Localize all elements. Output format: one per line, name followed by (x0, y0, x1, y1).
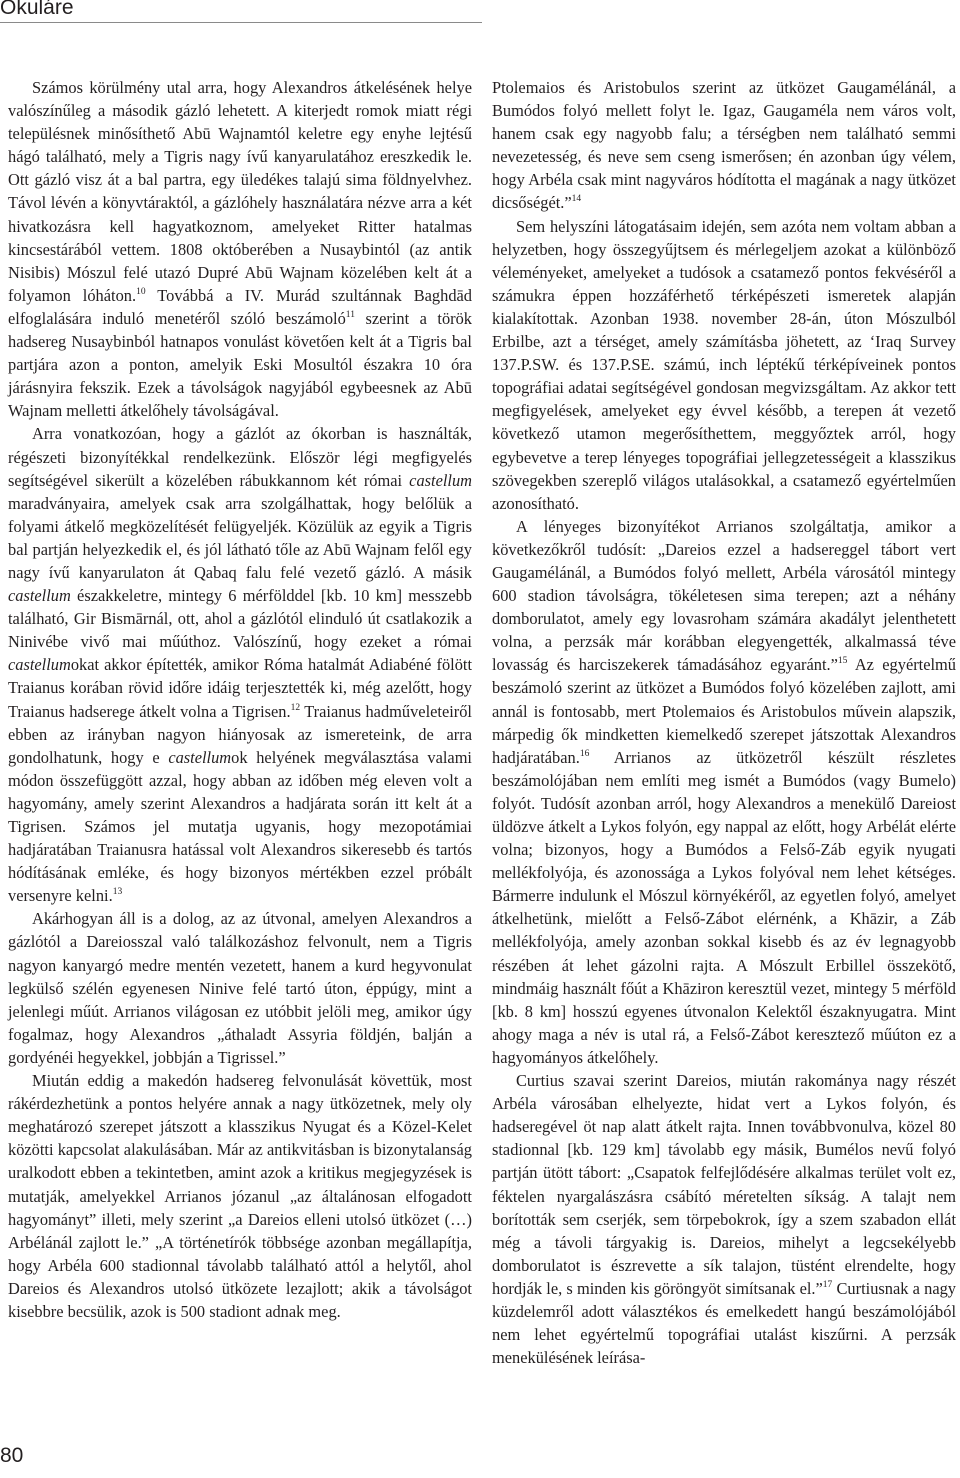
running-header (0, 0, 482, 23)
left-paragraph-4: Miután eddig a makedón hadsereg felvonulását követtük, most rákérdezhetünk a pontos helyére annak a nagy ütközetnek, mely oly meghatározó szerepet játszott a klasszikus Nyugat és a Közel-Kelet közötti kapcsolat alakulásában. Már az antikvitásban is bizonytalanság uralkodott ebben a tekintetben, amint azok a kritikus megjegyzések is mutatják, amelyekkel Arrianos józanul „az általánosan elfogadott hagyományt” illeti, mely szerint „a Dareios elleni utolsó ütközet (…) Arbélánál zajlott le.” „A történetírók többsége azonban megállapítja, hogy Arbéla 600 stadionnal távolabb található attól a helytől, ahol Dareios és Alexandros utolsó ütközete lezajlott; akik a távolságot kisebbre becsülik, azok is 500 stadiont adnak meg. (8, 1071, 472, 1321)
text-run: Arra vonatkozóan, hogy a gázlót az ókorban is használták, régészeti bizonyítékkal rendelkezünk. Először légi megfigyelés segítségével sikerült a közelében rábukkannom két római (8, 424, 472, 490)
text-run: ok helyének megválasztása valami módon összefüggött azzal, hogy abban az időben még eleven volt a hagyomány, amely szerint Alexandros a hadjárata során itt kelt át a Tigrisen. Számos jel mutatja ugyanis, hogy mezopotámiai hadjáratában Traianusra hatással volt Alexandros sikeresebb és tartós hódításának emléke, és hogy bizonyos mértékben ezzel próbált versenyre kelni. (8, 747, 472, 906)
text-run: északkeletre, mintegy 6 mérfölddel [kb. 10 km] messzebb található, Gir Bismārnál, ott, ahol a gázlótól elinduló út csatlakozik a Ninivébe vivő mai műúthoz. Valószínű, hogy ezeket a római (8, 586, 472, 652)
text-run: Curtius szavai szerint Dareios, miután rakománya nagy részét Arbéla városában elhelyezte, hidat vert a Lykos folyón, és hadseregével öt nap alatt átkelt rajta. Innen továbbvonulva, közel 80 stadionnal [kb. 129 km] távolabb egy másik, Bumélos nevű folyó partján ütött tábort: „Csapatok felfejlődésére alkalmas terület volt ez, féktelen nyargalászásra csábító méretelten síkság. A talajt nem borították sem cserjék, sem törpebokrok, így a szem szabadon ellát még a távoli tárgyakig is. Dareios, mihelyt a legcsekélyebb domborulatot is észrevette a sík talajon, tüstént elrendelte, hogy hordják le, s minden kis göröngyöt simítsanak el.” (492, 1071, 956, 1298)
left-paragraph-1 (8, 76, 472, 422)
footnote-ref[interactable]: 17 (822, 1279, 833, 1290)
page-number: 80 (0, 1444, 24, 1467)
text-run: Ptolemaios és Aristobulos szerint az ütközet Gaugamélánál, a Bumódos folyó mellett folyt le. Igaz, Gaugaméla nem város volt, hanem csak egy nagyobb falu; a térségben nem található semmi nevezetesség, és neve sem cseng ismerősen; én azonban úgy vélem, hogy Arbéla csak mint nagyváros hódította el magának a nagy ütközet dicsőségét.” (492, 78, 956, 213)
text-run: szerint a török hadsereg Nusaybinból hatnapos vonulást követően kelt át a Tigris bal partjára azon a ponton, amelyik Eski Mosultól északra 10 óra járásnyira fekszik. Ezek a távolságok nagyjából egybeesnek az Abū Wajnam melletti átkelőhely távolságával. (8, 308, 472, 421)
text-run: okat akkor építették, amikor Róma hatalmát Adiabéné fölött Traianus korában rövid időre idáig terjesztették ki, még azelőtt, hogy Traianus hadserege átkelt volna a Tigrisen. (8, 655, 472, 721)
footnote-ref[interactable]: 11 (345, 309, 355, 320)
footnote-ref[interactable]: 16 (579, 748, 590, 759)
text-run: A lényeges bizonyítékot Arrianos szolgáltatja, amikor a következőkről tudósít: „Dareios ezzel a hadsereggel tábort vert Gaugamélánál, a Bumódos folyó mellett, Arbéla városától mintegy 600 stadion távolságra, tökéletesen sima terepen; azt a néhány domborulatot, amely egy lovasroham számára akadályt jelenthetett volna, a perzsák már korábban elegyengették, alkalmassá téve lovasság és harciszekerek támadásához egyaránt.” (492, 516, 956, 675)
right-paragraph-3 (492, 515, 956, 1069)
italic-term: castellum (168, 747, 232, 767)
left-text-column (8, 76, 472, 1323)
running-header-title: Okuláre (0, 0, 74, 19)
text-run: Számos körülmény utal arra, hogy Alexandros átkelésének helye valószínűleg a második gázló lehetett. A kiterjedt romok miatt régi településnek minősíthető Abū Wajnamtól keletre egy enyhe lejtésű hágó található, mely a Tigris nagy ívű kanyarulatához ereszkedik le. Ott gázló visz át a bal partra, egy üledékes talajú sima földnyelvhez. Távol lévén a könyvtáraktól, a gázlóhely használatára nézve arra a két hivatkozásra kell hagyatkoznom, amelyeket Ritter hatalmas kincsestárából vettem. 1808 októberében a Nusaybintól (az antik Nisibis) Mószul felé utazó Dupré Abū Wajnam közelében kelt át a folyamon lóháton. (8, 78, 472, 305)
text-run: Továbbá a IV. Murád szultánnak Baghdād elfoglalására induló menetéről szóló beszámoló (8, 285, 472, 328)
right-paragraph-4 (492, 1069, 956, 1369)
right-text-column (492, 76, 956, 1369)
text-run: Curtiusnak a nagy küzdelemről adott választékos és emelkedett hangú beszámolójából nem lehet egyértelmű topográfiai utalást kiszűrni. A perzsák menekülésének leírása- (492, 1278, 956, 1368)
footnote-ref[interactable]: 10 (136, 286, 146, 297)
italic-term: castellum (8, 655, 71, 675)
italic-term: castellum (8, 586, 71, 606)
footnote-ref[interactable]: 14 (571, 194, 582, 205)
left-paragraph-3: Akárhogyan áll is a dolog, az az útvonal, amelyen Alexandros a gázlótól a Dareiosszal való találkozáshoz felvonult, nem a Tigris nagyon kanyargó medre mentén vezetett, hanem a kurd hegyvonulat legkülső szélén egyenesen Ninive felé tartó úton, éppúgy, mint a jelenlegi műút. Arrianos világosan ez utóbbit jelöli meg, amikor úgy fogalmaz, hogy Alexandros „áthaladt Assyria földjén, balján a gordyénéi hegyekkel, jobbján a Tigrissel.” (8, 909, 472, 1067)
right-paragraph-2: Sem helyszíni látogatásaim idején, sem azóta nem voltam abban a helyzetben, hogy összegyűjtsem és mérlegeljem azokat a különböző véleményeket, amelyeket a tudósok a csatamező pontos fekvéséről a számukra éppen hozzáférhető térképészeti ismeretek alapján kialakítottak. Azonban 1938. november 28-án, úton Mószulból Erbilbe, azt a térséget, amely számításba jöhetett, az ‘Iraq Survey 137.P.SW. és 137.P.SE. számú, inch léptékű térképíveinek pontos topográfiai adatai segítségével gondosan megvizsgáltam. Az akkor tett megfigyelések, amelyeket egy évvel később, a terepen át vezető következő utamon megerősíthettem, meggyőztek arról, hogy egybevetve a terep lényeges topográfiai jellegzetességeit a klasszikus szövegekben szereplő világos utalásokkal, a csatamező egyértelműen azonosítható. (492, 216, 956, 513)
footnote-ref[interactable]: 15 (837, 656, 848, 667)
right-paragraph-1 (492, 76, 956, 215)
text-run: Traianus hadműveleteiről ebben az irányban nagyon hiányosak az ismereteink, de arra gondolhatunk, hogy e (8, 701, 472, 767)
left-paragraph-2 (8, 422, 472, 907)
footnote-ref[interactable]: 12 (290, 702, 301, 713)
italic-term: castellum (409, 470, 472, 490)
footnote-ref[interactable]: 13 (112, 887, 123, 898)
text-run: Az egyértelmű beszámoló szerint az ütközet a Bumódos folyó közelében zajlott, ami annál is fontosabb, mert Ptolemaios és Aristobulos művein alapszik, márpedig ők mindketten kiemelkedő szerepet játszottak Alexandros hadjáratában. (492, 655, 956, 767)
text-run: maradványaira, amelyek csak arra szolgálhattak, hogy belőlük a folyami átkelő megközelítését felügyeljék. Közülük az egyik a Tigris bal partján helyezkedik el, és jól látható tőle az Abū Wajnam felől egy nagy ívű kanyarulaton át Qabaq falu felé vezető gázló. A másik (8, 493, 472, 582)
text-run: Arrianos az ütközetről készült részletes beszámolójában nem említi meg ismét a Bumódos (vagy Bumelo) folyót. Tudósít azonban arról, hogy Alexandros a menekülő Dareiost üldözve átkelt a Lykos folyón, egy nappal az előtt, hogy Arbélát elérte volna; bizonyos, hogy a Bumódos a Felső-Záb egyik nyugati mellékfolyója, és azonossága a Lykos folyóval nem lehet kétséges. Bármerre indulunk el Mószul környékéről, az egyetlen folyó, amelyet átkelhetünk, mielőtt a Felső-Zábot elérnénk, a Khāzir, a Záb mellékfolyója, amely azonban sokkal kisebb és az év legnagyobb részében át lehet gázolni rajta. A Mószult Erbillel összekötő, mindmáig használt főút a Khāziron keresztül vezet, mintegy 5 mérföld [kb. 8 km] hosszú egyenes útvonalon Kelektől északnyugatra. Mint ahogy maga a név is utal rá, a Felső-Zábot keresztező műúton ez a hagyományos átkelőhely. (492, 747, 956, 1067)
